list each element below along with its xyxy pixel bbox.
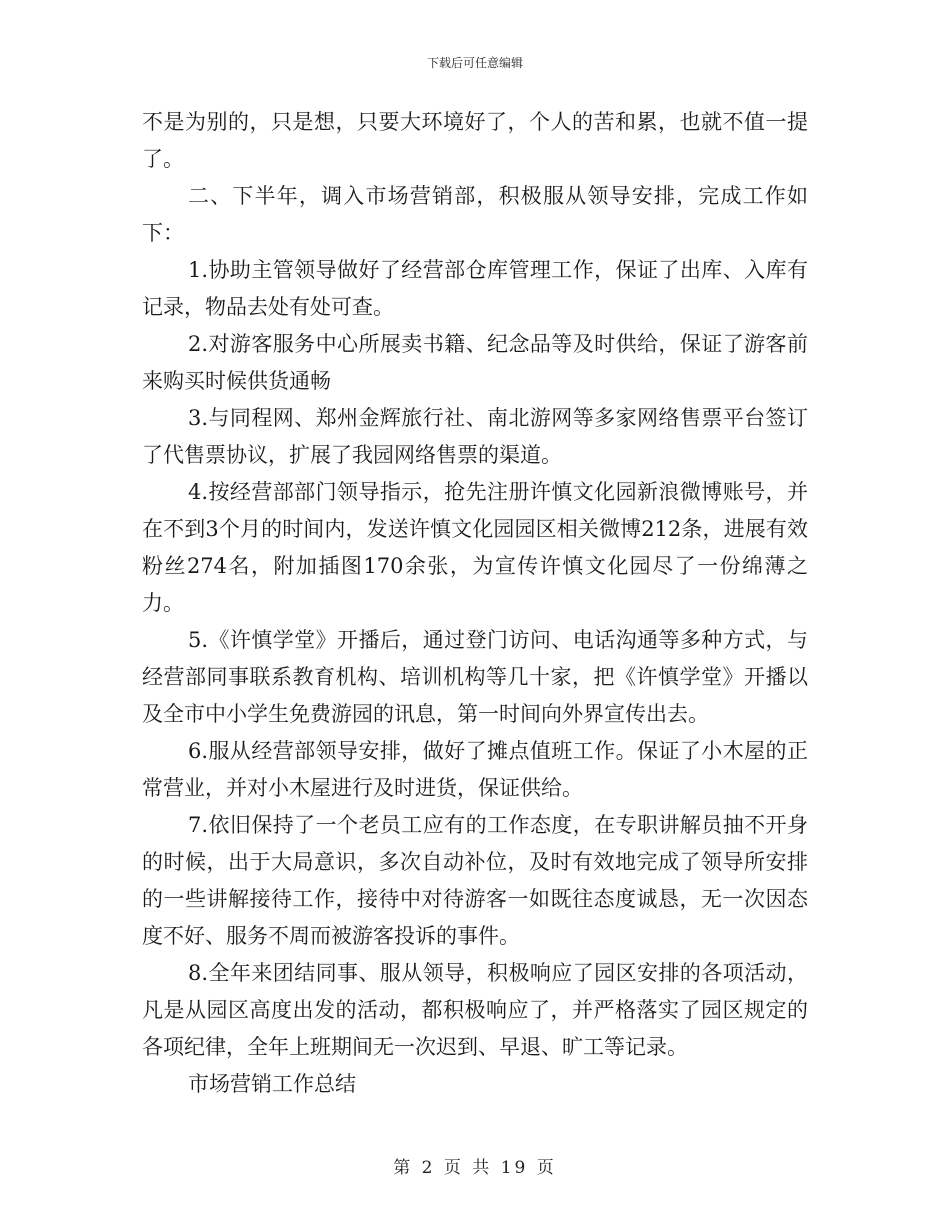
document-body <box>142 104 808 1103</box>
page-footer: 第 2 页 共 19 页 <box>393 1158 557 1178</box>
paragraph-8: 6.服从经营部领导安排，做好了摊点值班工作。保证了小木屋的正常营业，并对小木屋进行及时进货，保证供给。 <box>142 739 808 800</box>
paragraph-7: 5.《许慎学堂》开播后，通过登门访问、电话沟通等多种方式，与经营部同事联系教育机构、培训机构等几十家，把《许慎学堂》开播以及全市中小学生免费游园的讯息，第一时间向外界宣传出去。 <box>142 628 808 726</box>
paragraph-5: 3.与同程网、郑州金辉旅行社、南北游网等多家网络售票平台签订了代售票协议，扩展了我园网络售票的渠道。 <box>142 406 808 467</box>
paragraph-6: 4.按经营部部门领导指示，抢先注册许慎文化园新浪微博账号，并在不到3个月的时间内，发送许慎文化园园区相关微博212条，进展有效粉丝274名，附加插图170余张，为宣传许慎文化园尽了一份绵薄之力。 <box>142 480 808 615</box>
paragraph-2: 二、下半年，调入市场营销部，积极服从领导安排，完成工作如下： <box>142 184 808 245</box>
paragraph-1: 不是为别的，只是想，只要大环境好了，个人的苦和累，也就不值一提了。 <box>142 110 808 171</box>
paragraph-9: 7.依旧保持了一个老员工应有的工作态度，在专职讲解员抽不开身的时候，出于大局意识，多次自动补位，及时有效地完成了领导所安排的一些讲解接待工作，接待中对待游客一如既往态度诚恳，无一次因态度不好、服务不周而被游客投诉的事件。 <box>142 813 808 948</box>
page-header: 下载后可任意编辑 <box>426 56 523 70</box>
paragraph-3: 1.协助主管领导做好了经营部仓库管理工作，保证了出库、入库有记录，物品去处有处可查。 <box>142 258 808 319</box>
section-heading: 市场营销工作总结 <box>188 1072 356 1096</box>
paragraph-4: 2.对游客服务中心所展卖书籍、纪念品等及时供给，保证了游客前来购买时候供货通畅 <box>142 332 808 393</box>
paragraph-10: 8.全年来团结同事、服从领导，积极响应了园区安排的各项活动，凡是从园区高度出发的活动，都积极响应了，并严格落实了园区规定的各项纪律，全年上班期间无一次迟到、早退、旷工等记录。 <box>142 961 808 1059</box>
